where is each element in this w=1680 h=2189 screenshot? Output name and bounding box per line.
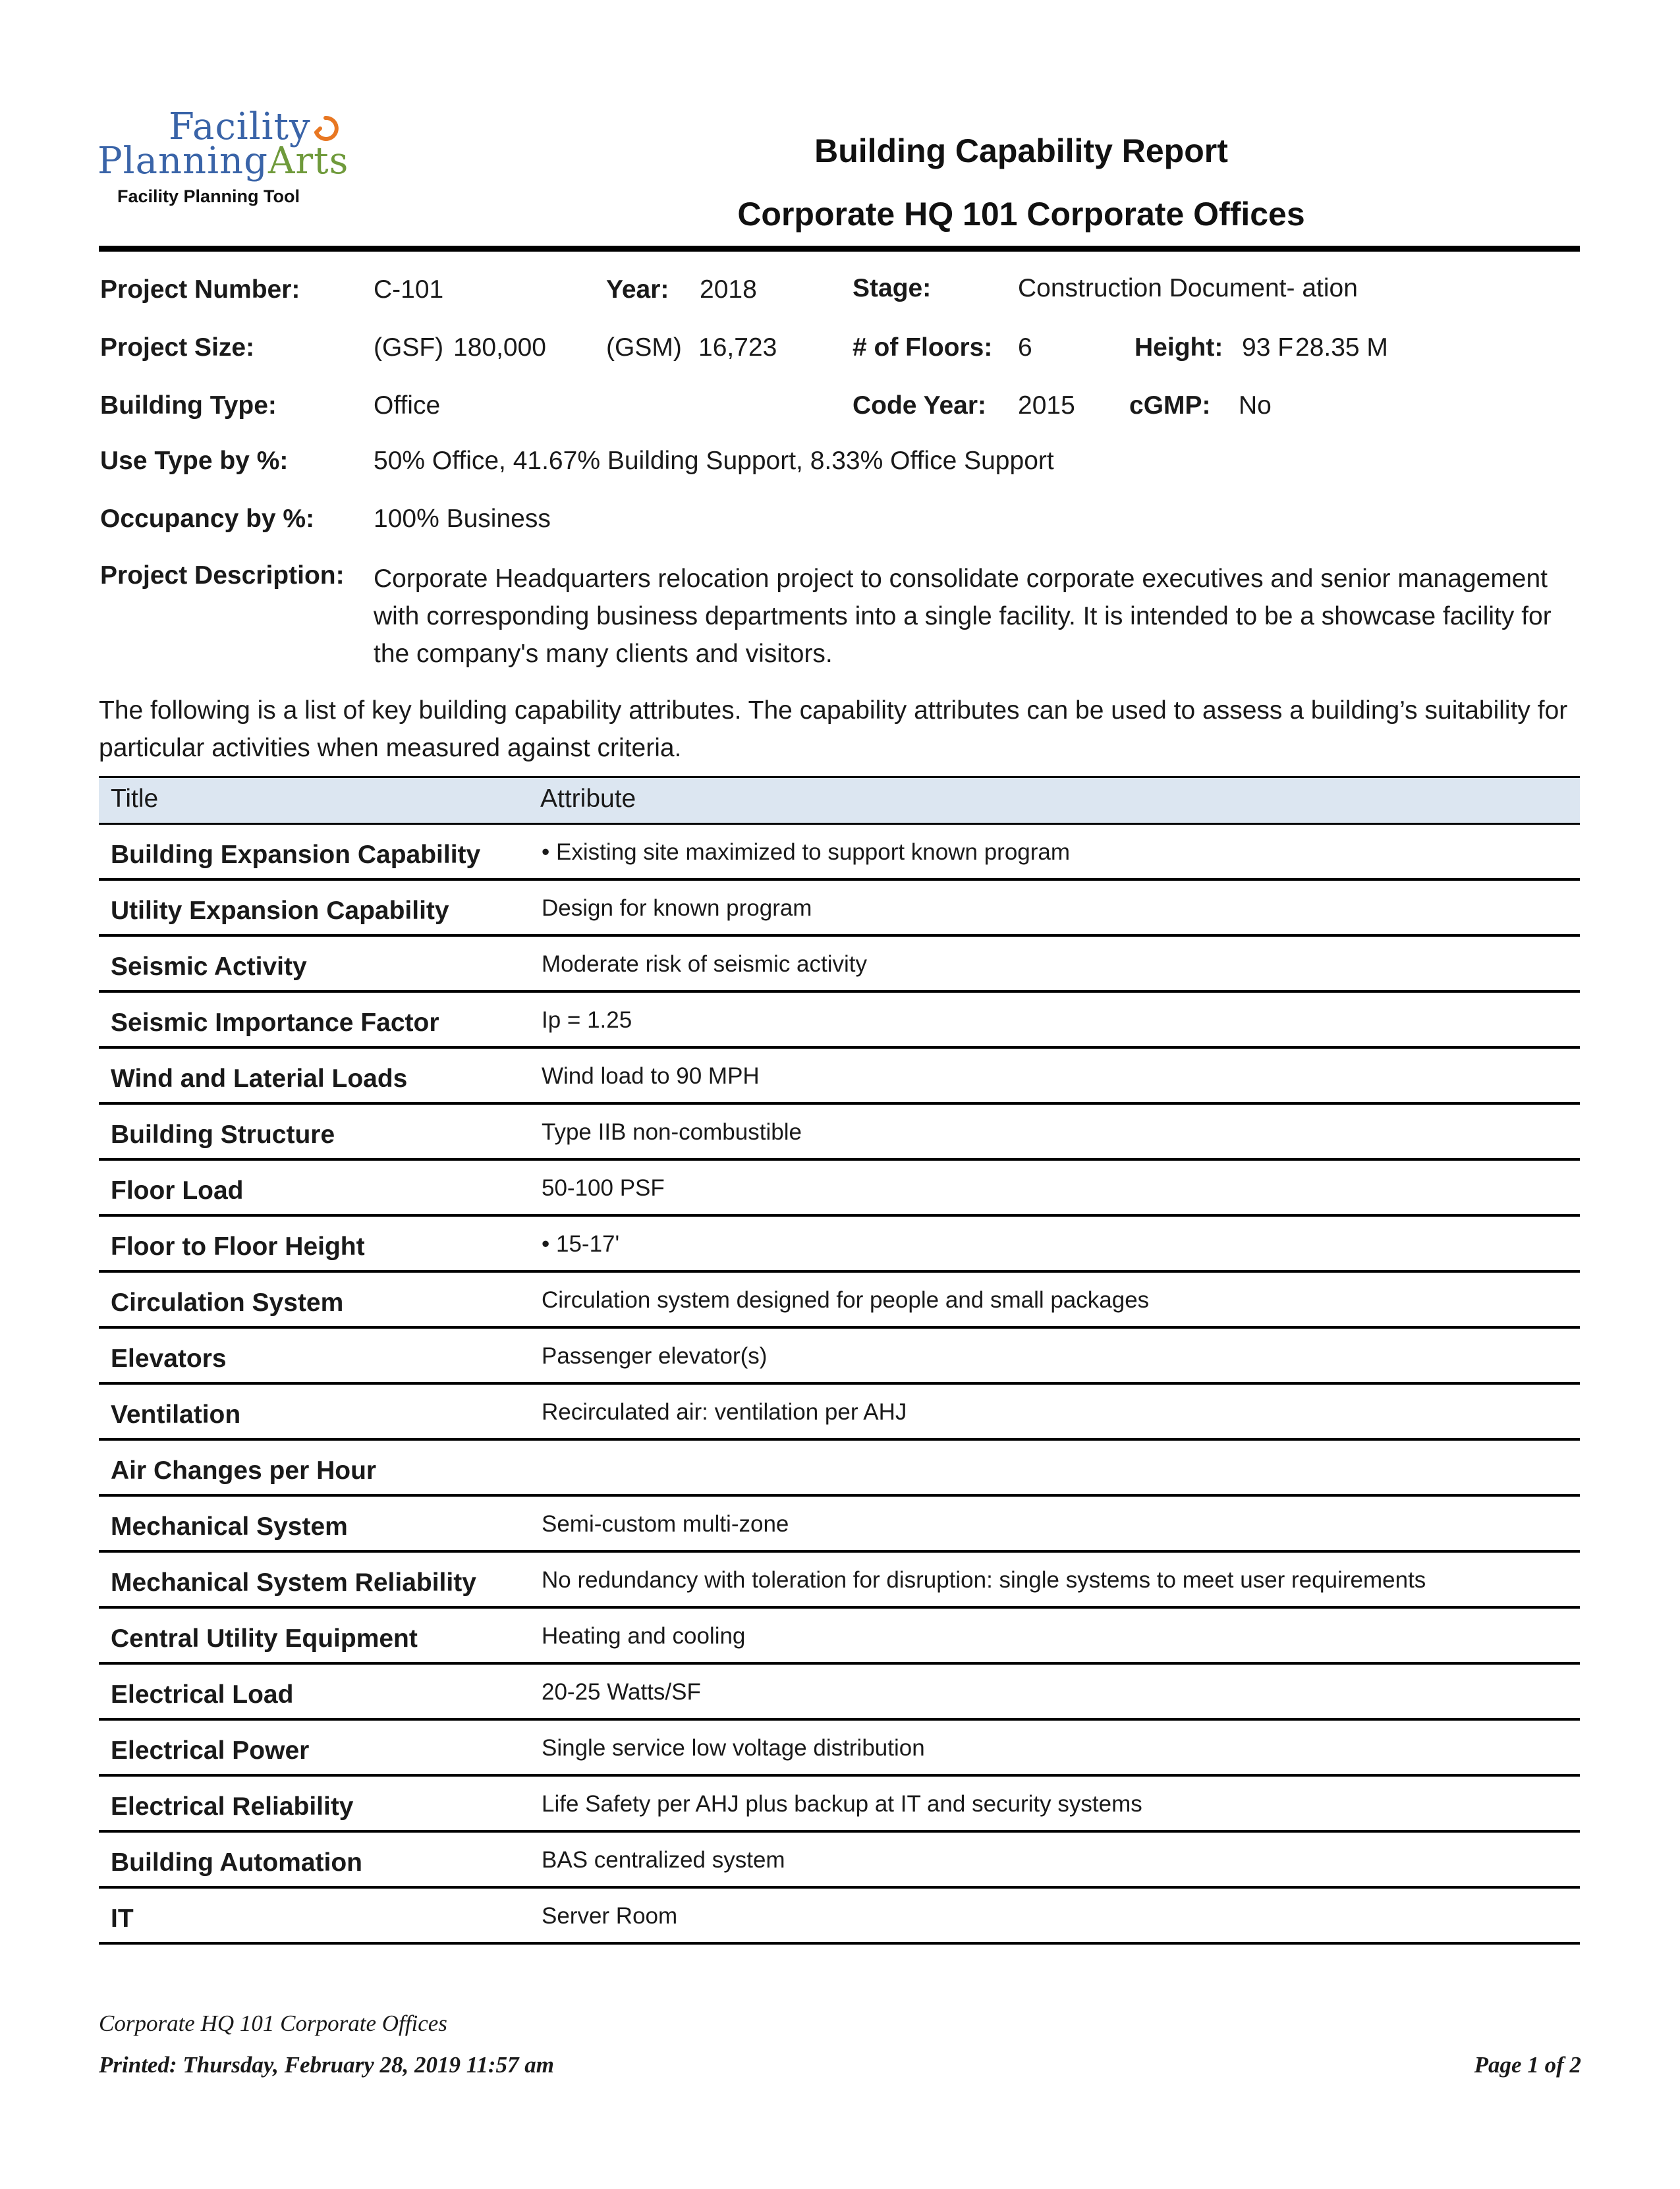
height-m-value: 28.35 M — [1295, 333, 1388, 362]
row-attribute: Type IIB non-combustible — [542, 1119, 802, 1145]
row-title: Seismic Activity — [111, 953, 307, 981]
row-attribute: Life Safety per AHJ plus backup at IT and security systems — [542, 1791, 1142, 1817]
table-body — [99, 825, 1580, 1945]
gsf-value: 180,000 — [453, 333, 546, 362]
code-year-label: Code Year: — [853, 391, 987, 420]
row-title: Electrical Load — [111, 1680, 294, 1709]
logo-text-arts: Arts — [267, 140, 349, 182]
row-attribute: Server Room — [542, 1903, 678, 1929]
table-row — [99, 1609, 1580, 1665]
table-row — [99, 1833, 1580, 1889]
building-type-value: Office — [374, 391, 441, 420]
height-ft-value: 93 F — [1242, 333, 1294, 362]
row-title: Seismic Importance Factor — [111, 1009, 439, 1037]
table-row — [99, 993, 1580, 1049]
swirl-icon — [311, 114, 340, 143]
cgmp-label: cGMP: — [1129, 391, 1211, 420]
header-attribute: Attribute — [540, 785, 636, 813]
table-row — [99, 1497, 1580, 1553]
gsm-value: 16,723 — [698, 333, 777, 362]
table-row — [99, 1161, 1580, 1217]
table-row — [99, 937, 1580, 993]
row-title: IT — [111, 1904, 134, 1933]
row-attribute: Design for known program — [542, 895, 812, 921]
occupancy-label: Occupancy by %: — [100, 505, 315, 533]
occupancy-value: 100% Business — [374, 505, 551, 533]
row-title: Floor to Floor Height — [111, 1233, 365, 1261]
table-header — [99, 776, 1580, 825]
row-title: Building Expansion Capability — [111, 841, 481, 869]
table-row — [99, 1553, 1580, 1609]
intro-paragraph: The following is a list of key building capability attributes. The capability attributes can be used to assess a building’s suitability for particular activities when measured against criteria. — [99, 696, 1568, 762]
logo-text-planning: Planning — [98, 140, 268, 182]
table-row — [99, 1385, 1580, 1441]
report-subtitle: Corporate HQ 101 Corporate Offices — [737, 196, 1305, 233]
row-title: Elevators — [111, 1344, 227, 1373]
logo-tagline: Facility Planning Tool — [117, 186, 300, 206]
gsf-unit: (GSF) — [374, 333, 444, 362]
row-title: Ventilation — [111, 1400, 241, 1429]
table-row — [99, 825, 1580, 881]
table-row — [99, 1441, 1580, 1497]
row-attribute: • Existing site maximized to support known program — [542, 839, 1071, 865]
project-number-label: Project Number: — [100, 275, 300, 304]
row-attribute: 20-25 Watts/SF — [542, 1679, 701, 1705]
row-title: Electrical Power — [111, 1736, 310, 1765]
table-row — [99, 881, 1580, 937]
row-attribute: Moderate risk of seismic activity — [542, 951, 868, 977]
year-value: 2018 — [700, 275, 757, 304]
project-number-value: C-101 — [374, 275, 444, 304]
use-type-value: 50% Office, 41.67% Building Support, 8.33% Office Support — [374, 447, 1054, 475]
row-attribute: • 15-17' — [542, 1231, 620, 1257]
cgmp-value: No — [1239, 391, 1272, 420]
row-title: Building Structure — [111, 1121, 335, 1149]
code-year-value: 2015 — [1018, 391, 1075, 420]
capability-table — [99, 776, 1580, 1945]
floors-label: # of Floors: — [853, 333, 993, 362]
gsm-unit: (GSM) — [606, 333, 682, 362]
row-attribute: Semi-custom multi-zone — [542, 1511, 789, 1537]
row-attribute: Wind load to 90 MPH — [542, 1063, 760, 1089]
year-label: Year: — [606, 275, 669, 304]
table-row — [99, 1721, 1580, 1777]
stage-label: Stage: — [853, 274, 932, 302]
table-row — [99, 1329, 1580, 1385]
table-row — [99, 1217, 1580, 1273]
row-title: Floor Load — [111, 1177, 244, 1205]
footer-printed: Printed: Thursday, February 28, 2019 11:57 am — [99, 2052, 554, 2078]
project-size-label: Project Size: — [100, 333, 255, 362]
row-title: Building Automation — [111, 1848, 362, 1877]
table-row — [99, 1105, 1580, 1161]
floors-value: 6 — [1018, 333, 1032, 362]
row-title: Mechanical System — [111, 1512, 348, 1541]
row-title: Central Utility Equipment — [111, 1624, 418, 1653]
table-row — [99, 1777, 1580, 1833]
table-row — [99, 1889, 1580, 1945]
height-label: Height: — [1134, 333, 1223, 362]
footer-page-number: Page 1 of 2 — [1474, 2052, 1581, 2078]
logo-text-planning-arts — [98, 140, 349, 182]
stage-value: Construction Document- ation — [1018, 274, 1358, 302]
row-attribute: Heating and cooling — [542, 1623, 746, 1649]
row-title: Wind and Laterial Loads — [111, 1065, 408, 1093]
row-title: Mechanical System Reliability — [111, 1568, 476, 1597]
table-row — [99, 1273, 1580, 1329]
row-attribute: Passenger elevator(s) — [542, 1343, 768, 1369]
building-type-label: Building Type: — [100, 391, 277, 420]
row-attribute: BAS centralized system — [542, 1847, 785, 1873]
row-attribute: Single service low voltage distribution — [542, 1735, 925, 1761]
company-logo — [98, 105, 349, 214]
description-label: Project Description: — [100, 561, 345, 590]
header-title: Title — [111, 785, 159, 813]
footer-project: Corporate HQ 101 Corporate Offices — [99, 2010, 447, 2036]
description-value: Corporate Headquarters relocation project to consolidate corporate executives and senior management with corresponding business departments into a single facility. It is intended to be a showcase facility for the company's many clients and visitors. — [374, 565, 1552, 668]
report-title: Building Capability Report — [814, 132, 1228, 169]
row-attribute: No redundancy with toleration for disruption: single systems to meet user requirements — [542, 1567, 1426, 1593]
row-title: Utility Expansion Capability — [111, 897, 449, 925]
table-row — [99, 1665, 1580, 1721]
logo-text-facility: Facility — [169, 105, 311, 148]
row-title: Air Changes per Hour — [111, 1456, 377, 1485]
header-divider — [99, 246, 1580, 252]
use-type-label: Use Type by %: — [100, 447, 289, 475]
row-title: Electrical Reliability — [111, 1792, 354, 1821]
row-title: Circulation System — [111, 1288, 344, 1317]
row-attribute: Ip = 1.25 — [542, 1007, 632, 1033]
row-attribute: 50-100 PSF — [542, 1175, 665, 1201]
row-attribute: Recirculated air: ventilation per AHJ — [542, 1399, 907, 1425]
table-row — [99, 1049, 1580, 1105]
row-attribute: Circulation system designed for people and small packages — [542, 1287, 1150, 1313]
